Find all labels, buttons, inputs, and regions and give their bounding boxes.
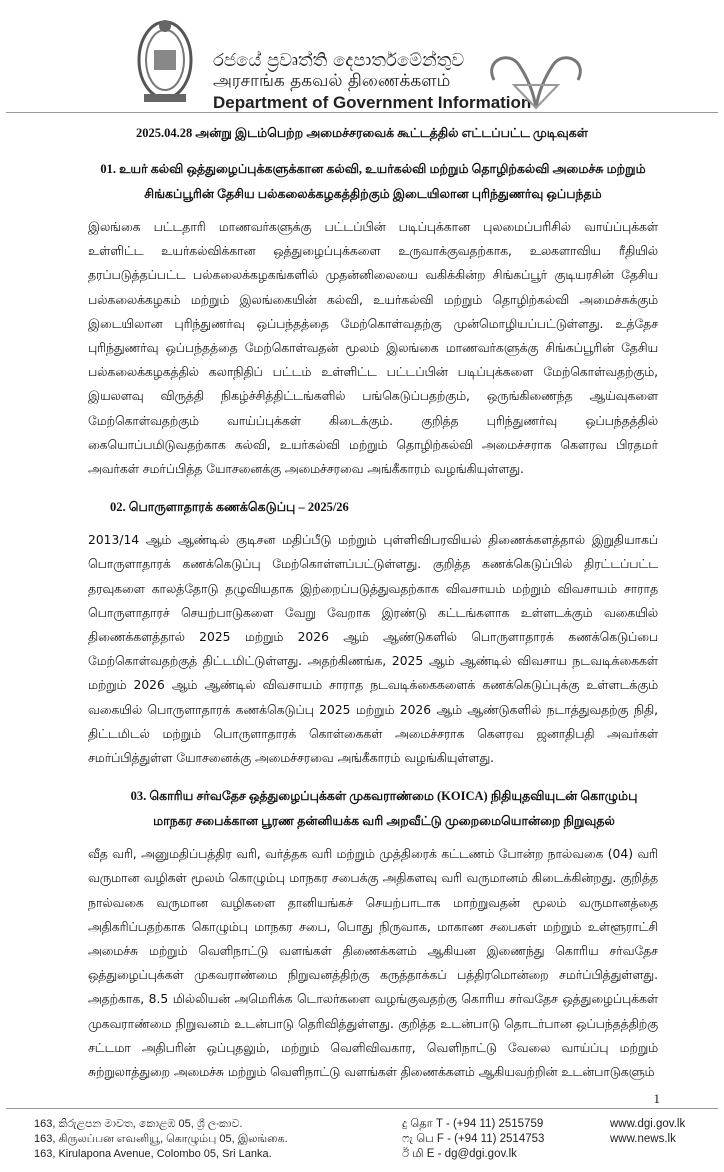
sri-lanka-emblem-icon [136,16,194,104]
email[interactable]: ඊ மி E - dg@dgi.gov.lk [402,1148,517,1161]
department-name-sinhala: රජයේ ප්‍රවෘත්ති දෙපාර්තමේන්තුව [213,50,465,71]
document-body [0,113,724,1084]
department-name-tamil: அரசாங்க தகவல் திணைக்களம் [213,71,451,91]
department-name-english: Department of Government Information [213,93,532,112]
footer-address [34,1117,402,1162]
website-dgi-link[interactable]: www.dgi.gov.lk [610,1118,686,1131]
website-news-link[interactable]: www.news.lk [610,1133,676,1146]
document-title: 2025.04.28 அன்று இடம்பெற்ற அமைச்சரவைக் கூட்டத்தில் எட்டப்பட்ட முடிவுகள் [136,126,588,140]
section-body-01: இலங்கை பட்டதாரி மாணவர்களுக்கு பட்டப்பின் படிப்புக்கான புலமைப்பரிசில் வாய்ப்புக்கள் உள்ளிட்ட உயர்கல்விக்கான ஒத்துழைப்புக்களை உருவாக்குவதற்காக, உலகளாவிய ரீதியில் தரப்படுத்தப்பட்ட பல்கலைக்கழகங்களில் முதன்னிலையை வகிக்கின்ற சிங்கப்பூர் குடியரசின் தேசிய பல்கலைக்கழகம் மற்றும் இலங்கையின் கல்வி, உயர்கல்வி மற்றும் தொழிற்கல்வி அமைச்சுக்கும் இடையிலான புரிந்துணர்வு ஒப்பந்தத்தை மேற்கொள்வதற்கு முன்மொழியப்பட்டுள்ளது. உத்தேச புரிந்துணர்வு ஒப்பந்தத்தை மேற்கொள்வதன் மூலம் இலங்கை மாணவர்களுக்கு சிங்கப்பூரின் தேசிய பல்கலைக்கழகத்தில் கலாநிதிப் பட்டம் உள்ளிட்ட பட்டப்பின் படிப்புக்களை மேற்கொள்வதற்கும், இயலளவு விருத்தி நிகழ்ச்சித்திட்டங்களில் பங்கெடுப்பதற்கும், ஒருங்கிணைந்த ஆய்வுகளை மேற்கொள்வதற்கும் வாய்ப்புக்கள் கிடைக்கும். குறித்த புரிந்துணர்வு ஒப்பந்தத்தில் கையொப்பமிடுவதற்காக கல்வி, உயர்கல்வி மற்றும் தொழிற்கல்வி அமைச்சராக கௌரவ பிரதமர் அவர்கள் சமர்ப்பித்த யோசனைக்கு அமைச்சரவை அங்கீகாரம் வழங்கியுள்ளது. [88,220,658,477]
phone: දු தொ T - (+94 11) 2515759 [402,1118,544,1131]
footer [0,1109,724,1172]
footer-contacts [402,1117,610,1162]
address-tamil: 163, கிருலப்பன எவனியூ, கொழும்பு 05, இலங்கை. [34,1133,288,1146]
section-body-02: 2013/14 ஆம் ஆண்டில் குடிசன மதிப்பீடு மற்றும் புள்ளிவிபரவியல் திணைக்களத்தால் இறுதியாகப் பொருளாதாரக் கணக்கெடுப்பு மேற்கொள்ளப்பட்டுள்ளது. குறித்த கணக்கெடுப்பில் திரட்டப்பட்ட தரவுகளை காலத்தோடு தழுவியதாக இற்றைப்படுத்துவதற்காக விவசாயம் மற்றும் விவசாயம் சாராத பொருளாதாரச் செயற்பாடுகளை வேறு வேறாக இரண்டு கட்டங்களாக உள்ளடக்கும் வகையில் திணைக்களத்தால் 2025 மற்றும் 2026 ஆம் ஆண்டுகளில் பொருளாதாரக் கணக்கெடுப்பை மேற்கொள்வதற்குத் திட்டமிட்டுள்ளது. அதற்கிணங்க, 2025 ஆம் ஆண்டில் விவசாய நடவடிக்கைகள் மற்றும் 2026 ஆம் ஆண்டில் விவசாயம் சாராத நடவடிக்கைகளைக் கணக்கெடுப்புக்கு உள்ளடக்கும் வகையில் பொருளாதாரக் கணக்கெடுப்பு 2025 மற்றும் 2026 ஆம் ஆண்டுகளில் நடாத்துவதற்கு நிதி, திட்டமிடல் மற்றும் பொருளாதாரக் கொள்கைகள் அமைச்சராக கௌரவ ஜனாதிபதி அவர்கள் சமர்ப்பித்துள்ள யோசனைக்கு அமைச்சரவை அங்கீகாரம் வழங்கியுள்ளது. [88,533,658,766]
footer-websites [610,1117,685,1162]
section-heading-01: 01. உயர் கல்வி ஒத்துழைப்புக்களுக்கான கல்வி, உயர்கல்வி மற்றும் தொழிற்கல்வி அமைச்சு மற்றும் சிங்கப்பூரின் தேசிய பல்கலைக்கழகத்திற்கும் இடையிலான புரிந்துணர்வு ஒப்பந்தம் [100,162,646,201]
address-english: 163, Kirulapona Avenue, Colombo 05, Sri Lanka. [34,1148,272,1161]
decorative-swan-motif-icon [484,50,588,112]
address-sinhala: 163, කිරුළපන මාවත, කොළඹ 05, ශ්‍රී ලංකාව. [34,1118,243,1131]
section-heading-03: 03. கொரிய சர்வதேச ஒத்துழைப்புக்கள் முகவராண்மை (KOICA) நிதியுதவியுடன் கொழும்பு மாநகர சபைக்கான பூரண தன்னியக்க வரி அறவீட்டு முறைமையொன்றை நிறுவுதல் [130,789,638,829]
letterhead [0,0,724,112]
section-body-03: வீத வரி, அனுமதிப்பத்திர வரி, வர்த்தக வரி மற்றும் முத்திரைக் கட்டணம் போன்ற நால்வகை (04) வரி வருமான வழிகள் மூலம் கொழும்பு மாநகர சபைக்கு அதிகளவு வரி வருமானம் கிடைக்கின்றது. குறித்த நால்வகை வருமான வழிகளை தானியங்கச் செயற்பாடாக மாற்றுவதன் மூலம் வருமானத்தை அதிகரிப்பதற்காக கொழும்பு மாநகர சபை, பொது நிருவாக, மாகாண சபைகள் மற்றும் உள்ளூராட்சி அமைச்சு மற்றும் வெளிநாட்டு வளங்கள் திணைக்களம் ஆகியன இணைந்து கொரிய சர்வதேச ஒத்துழைப்புக்கள் முகவராண்மை நிறுவனத்திற்கு கருத்தாக்கப் பத்திரமொன்றை சமர்ப்பித்துள்ளது. அதற்காக, 8.5 மில்லியன் அமெரிக்க டொலர்களை வழங்குவதற்கு கொரிய சர்வதேச ஒத்துழைப்புக்கள் முகவராண்மை நிறுவனம் உடன்பாடு தெரிவித்துள்ளது. குறித்த உடன்பாடு தொடர்பான ஒப்பந்தத்திற்கு சட்டமா அதிபரின் ஒப்புதலும், மற்றும் வெளிவிவகார, வெளிநாட்டு வேலை வாய்ப்பு மற்றும் சுற்றுலாத்துறை அமைச்சு மற்றும் வெளிநாட்டு வளங்கள் திணைக்களம் ஆகியவற்றின் உடன்பாடுகளும் [88,847,658,1080]
page-number: 1 [653,1091,660,1107]
section-heading-02: 02. பொருளாதாரக் கணக்கெடுப்பு – 2025/26 [110,500,349,515]
fax: ෆැ பெ F - (+94 11) 2514753 [402,1133,545,1146]
